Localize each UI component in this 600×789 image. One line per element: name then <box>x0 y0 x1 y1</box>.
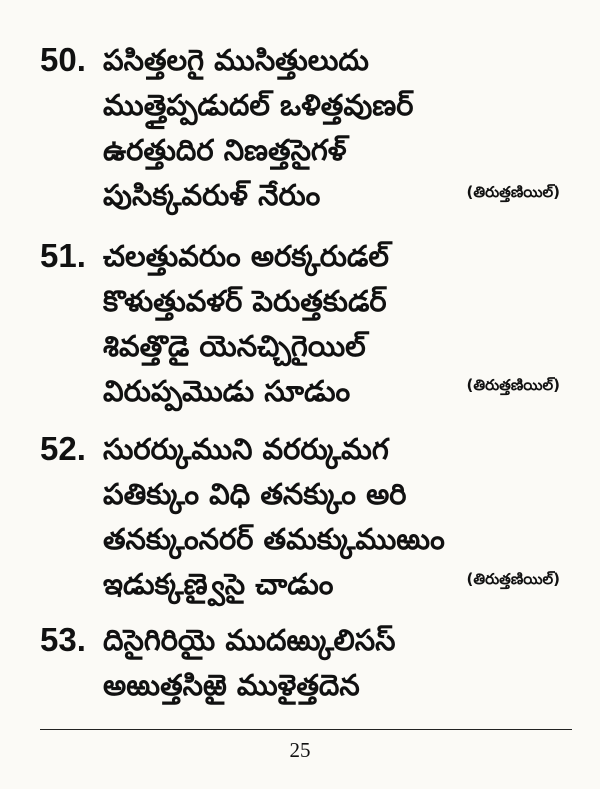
verse-line: ఇడుక్కణ్వైసై చాడుం <box>103 567 334 601</box>
verse-number: 52. <box>40 430 86 467</box>
verse-line: పుసిక్కవరుళ్ నేరుం <box>103 178 321 212</box>
verse-line: పతిక్కుం విధి తనక్కుం అరి <box>103 477 407 511</box>
page-number: 25 <box>289 738 311 762</box>
verse-number: 53. <box>40 621 86 658</box>
verse-line: కొళుత్తువళర్ పెరుత్తకుడర్ <box>103 284 387 318</box>
verse-reference: (తిరుత్తణియిల్) <box>466 376 560 394</box>
footer-divider <box>40 729 572 730</box>
verse-number: 51. <box>40 237 86 274</box>
verse-line: పసిత్తలగై ముసిత్తు‌లుదు <box>103 43 369 77</box>
verse-line: దిసైగిరియై ముదఱ్కులిసస్ <box>103 623 396 657</box>
verse-line: శివత్తొడై యెనచ్చిగైయిల్ <box>103 329 366 363</box>
verse-line: చలత్తువరుం అరక్కరుడల్ <box>103 239 389 273</box>
verse-line: ఉరత్తుదిర నిణత్తసైగళ్ <box>103 133 347 167</box>
verse-reference: (తిరుత్తణియిల్) <box>466 570 560 588</box>
verse-line: తనక్కుంనరర్ తమక్కుముఱుం <box>103 522 445 556</box>
verse-lines <box>103 620 573 710</box>
verse-line: విరుప్పమొడు సూడుం <box>103 374 351 408</box>
verse-number: 50. <box>40 41 86 78</box>
verse-line: సురర్కుముని వరర్కుమగ <box>103 432 389 466</box>
verse-line: అఱుత్తసిఱై ముళైత్తదెన <box>103 668 360 702</box>
verse-line: ముత్తైప్పడుదల్ ఒళిత్తవుణర్ <box>103 88 414 122</box>
verse-reference: (తిరుత్తణియిల్) <box>466 183 560 201</box>
